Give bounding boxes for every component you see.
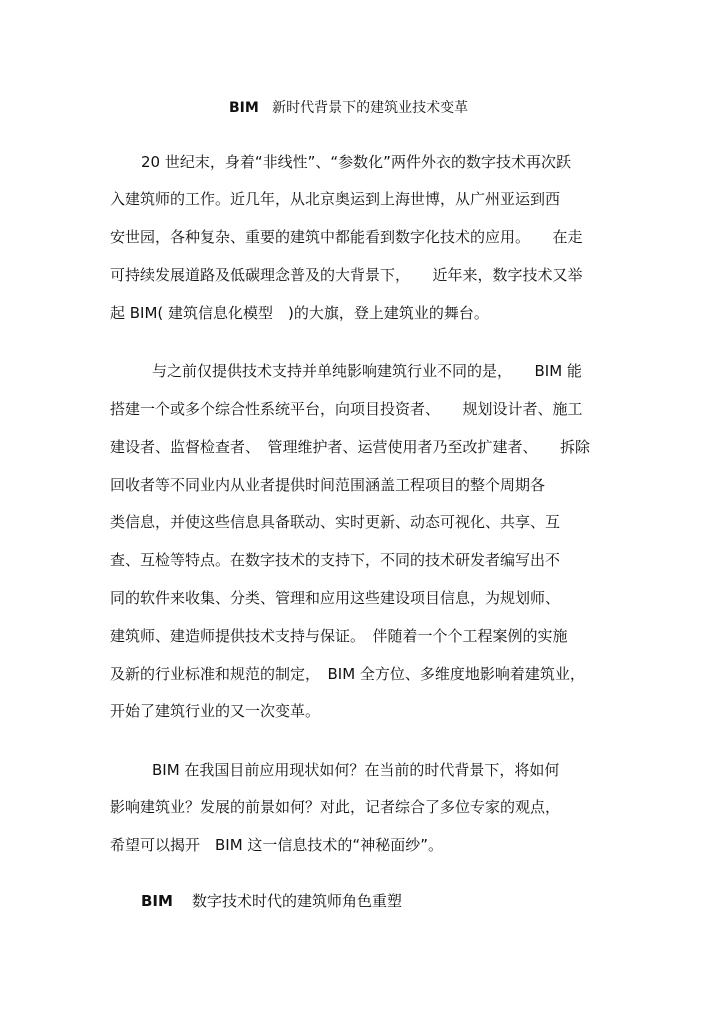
paragraph-1-line-1: 20 世纪末，身着“非线性”、“参数化”两件外衣的数字技术再次跃 [141,153,571,171]
paragraph-1-line-4: 可持续发展道路及低碳理念普及的大背景下， 近年来，数字技术又举 [110,266,583,284]
paragraph-2-line-10: 开始了建筑行业的又一次变革。 [110,702,321,720]
paragraph-2-line-1: 与之前仅提供技术支持并单纯影响建筑行业不同的是， BIM 能 [152,362,582,380]
paragraph-2-line-5: 类信息，并使这些信息具备联动、实时更新、动态可视化、共享、互 [110,513,561,531]
paragraph-2-line-2: 搭建一个或多个综合性系统平台，向项目投资者、 规划设计者、施工 [110,400,583,418]
paragraph-3-line-1: BIM 在我国目前应用现状如何？在当前的时代背景下，将如何 [152,761,560,779]
paragraph-2-line-3: 建设者、监督检查者、 管理维护者、运营使用者乃至改扩建者、 拆除 [110,438,591,456]
paragraph-2-line-9: 及新的行业标准和规范的制定， BIM 全方位、多维度地影响着建筑业， [110,665,585,683]
title-prefix: BIM [229,100,259,116]
paragraph-1-line-2: 入建筑师的工作。近几年，从北京奥运到上海世博，从广州亚运到西 [110,190,561,208]
paragraph-2-line-8: 建筑师、建造师提供技术支持与保证。 伴随着一个个工程案例的实施 [110,627,568,645]
paragraph-3-line-2: 影响建筑业？发展的前景如何？对此，记者综合了多位专家的观点， [110,798,561,816]
paragraph-3-line-3: 希望可以揭开 BIM 这一信息技术的“神秘面纱”。 [110,836,443,854]
section-subheading [141,891,402,911]
paragraph-1-line-5: 起 BIM( 建筑信息化模型 )的大旗，登上建筑业的舞台。 [110,304,489,322]
subheading-prefix: BIM [141,892,173,910]
paragraph-2-line-6: 查、互检等特点。在数字技术的支持下，不同的技术研发者编写出不 [110,551,561,569]
subheading-text: 数字技术时代的建筑师角色重塑 [192,892,403,910]
paragraph-1-line-3: 安世园，各种复杂、重要的建筑中都能看到数字化技术的应用。 在走 [110,228,583,246]
paragraph-2-line-4: 回收者等不同业内从业者提供时间范围涵盖工程项目的整个周期各 [110,476,546,494]
document-title [229,98,468,118]
paragraph-2-line-7: 同的软件来收集、分类、管理和应用这些建设项目信息，为规划师、 [110,589,561,607]
title-text: 新时代背景下的建筑业技术变革 [272,100,469,116]
